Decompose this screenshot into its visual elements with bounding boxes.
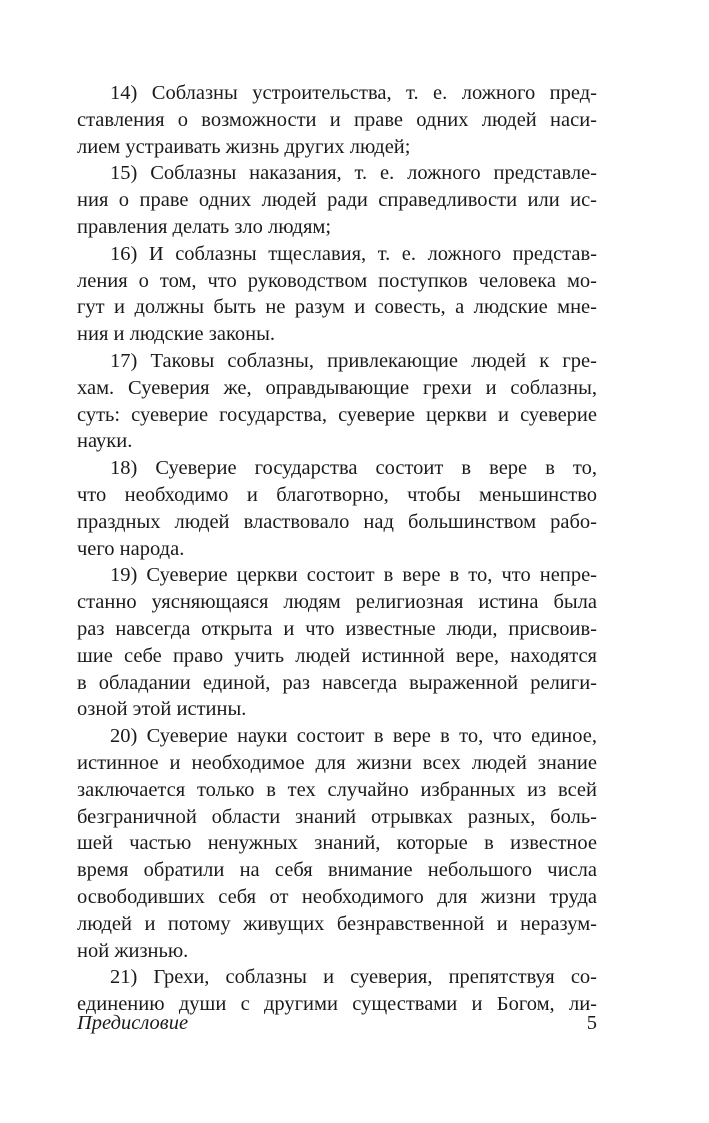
- text-line: чего народа.: [77, 537, 185, 560]
- paragraph: [77, 80, 597, 160]
- running-footer-title: Предисловие: [77, 1012, 189, 1034]
- text-line: суть: суеверие государства, суеверие церкви и суеверие: [77, 403, 597, 426]
- text-line: единению души с другими существами и Богом, ли-: [77, 993, 597, 1016]
- page-number: 5: [586, 1012, 597, 1034]
- text-line: 20) Суеверие науки состоит в вере в то, что единое,: [110, 725, 597, 748]
- text-line: ной жизнью.: [77, 939, 189, 962]
- text-line: шей частью ненужных знаний, которые в известное: [77, 832, 597, 855]
- text-line: 19) Суеверие церкви состоит в вере в то, что непре-: [110, 564, 597, 587]
- paragraph: [77, 723, 597, 964]
- text-line: шие себе право учить людей истинной вере, находятся: [77, 644, 597, 667]
- text-line: раз навсегда открыта и что известные люди, присвоив-: [77, 617, 597, 640]
- text-line: 18) Суеверие государства состоит в вере в то,: [110, 457, 597, 480]
- text-line: ставления о возможности и праве одних людей наси-: [77, 108, 597, 131]
- text-line: 17) Таковы соблазны, привлекающие людей к гре-: [110, 349, 597, 372]
- text-line: что необходимо и благотворно, чтобы меньшинство: [77, 483, 597, 506]
- text-line: время обратили на себя внимание небольшого числа: [77, 859, 597, 882]
- text-line: правления делать зло людям;: [77, 215, 332, 238]
- paragraph: [77, 241, 597, 348]
- text-line: освободивших себя от необходимого для жизни труда: [77, 885, 597, 908]
- text-line: ния о праве одних людей ради справедливости или ис-: [77, 189, 597, 212]
- text-line: озной этой истины.: [77, 698, 247, 721]
- paragraph: [77, 160, 597, 240]
- text-line: праздных людей властвовало над большинством рабо-: [77, 510, 597, 533]
- paragraph: [77, 348, 597, 455]
- text-line: 16) И соблазны тщеславия, т. е. ложного представ-: [110, 242, 597, 265]
- text-line: 15) Соблазны наказания, т. е. ложного представле-: [110, 162, 597, 185]
- text-line: истинное и необходимое для жизни всех людей знание: [77, 751, 597, 774]
- text-line: заключается только в тех случайно избранных из всей: [77, 778, 597, 801]
- text-line: гут и должны быть не разум и совесть, а людские мне-: [77, 296, 597, 319]
- text-line: науки.: [77, 430, 133, 453]
- text-line: лием устраивать жизнь других людей;: [77, 135, 411, 158]
- text-line: 14) Соблазны устроительства, т. е. ложного пред-: [110, 82, 597, 104]
- text-line: в обладании единой, раз навсегда выраженной религи-: [77, 671, 597, 694]
- text-line: людей и потому живущих безнравственной и неразум-: [77, 912, 597, 935]
- body-text: [77, 80, 597, 1018]
- paragraph: [77, 455, 597, 562]
- text-line: 21) Грехи, соблазны и суеверия, препятствуя со-: [110, 966, 597, 989]
- text-line: безграничной области знаний отрывках разных, боль-: [77, 805, 597, 828]
- text-line: станно уясняющаяся людям религиозная истина была: [77, 591, 597, 614]
- text-line: хам. Суеверия же, оправдывающие грехи и соблазны,: [77, 376, 597, 399]
- text-line: ления о том, что руководством поступков человека мо-: [77, 269, 597, 292]
- paragraph: [77, 562, 597, 723]
- text-line: ния и людские законы.: [77, 323, 276, 346]
